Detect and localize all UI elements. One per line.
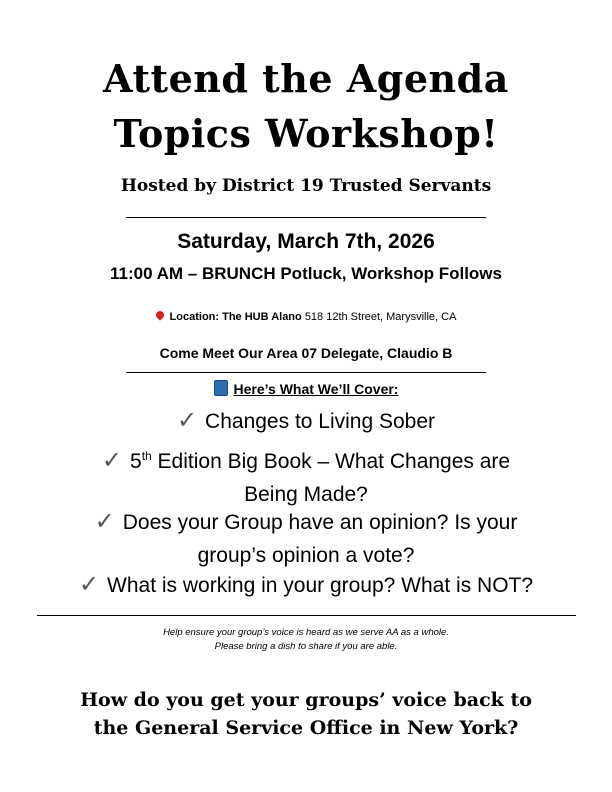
- cover-label: Here’s What We’ll Cover:: [233, 381, 399, 397]
- closing-question: [0, 686, 612, 742]
- pin-icon: [154, 309, 165, 320]
- hosted-by: Hosted by District 19 Trusted Servants: [120, 176, 492, 196]
- divider-bottom: [37, 615, 576, 616]
- book-icon: [214, 380, 228, 396]
- check-icon: ✓: [101, 446, 123, 474]
- cover-item-text-cont: Being Made?: [244, 483, 368, 506]
- help-note: [0, 626, 612, 654]
- check-icon: ✓: [176, 406, 198, 434]
- cover-item-text: Changes to Living Sober: [205, 410, 436, 433]
- check-icon: ✓: [78, 570, 100, 598]
- cover-item-text: Does your Group have an opinion? Is your: [122, 511, 518, 534]
- divider-middle: [126, 372, 486, 373]
- divider-top: [126, 217, 486, 218]
- event-date: Saturday, March 7th, 2026: [177, 230, 435, 253]
- check-icon: ✓: [94, 507, 115, 535]
- cover-item-sup: th: [141, 449, 152, 463]
- cover-heading: [0, 380, 612, 397]
- cover-item-1: [0, 404, 612, 438]
- cover-item-4: [0, 568, 612, 602]
- title-line-2: Topics Workshop!: [113, 111, 499, 156]
- event-location: [0, 311, 612, 323]
- title-line-1: Attend the Agenda: [103, 56, 509, 101]
- delegate-line: Come Meet Our Area 07 Delegate, Claudio B: [159, 345, 453, 361]
- cover-item-text: Edition Big Book – What Changes are: [151, 450, 511, 473]
- help-line-2: Please bring a dish to share if you are able.: [214, 641, 398, 652]
- cover-item-text: What is working in your group? What is NOT?: [107, 574, 534, 597]
- event-time: 11:00 AM – BRUNCH Potluck, Workshop Follows: [109, 264, 502, 283]
- location-address: 518 12th Street, Marysville, CA: [304, 311, 457, 323]
- cover-item-prefix: 5: [130, 450, 142, 473]
- question-line-2: the General Service Office in New York?: [93, 717, 519, 739]
- location-label: Location: The HUB Alano: [169, 311, 302, 323]
- cover-item-text-cont: group’s opinion a vote?: [197, 544, 415, 567]
- help-line-1: Help ensure your group’s voice is heard as we serve AA as a whole.: [163, 627, 449, 638]
- cover-item-3: [0, 505, 612, 572]
- cover-item-2: [0, 440, 612, 511]
- question-line-1: How do you get your groups’ voice back to: [80, 689, 532, 711]
